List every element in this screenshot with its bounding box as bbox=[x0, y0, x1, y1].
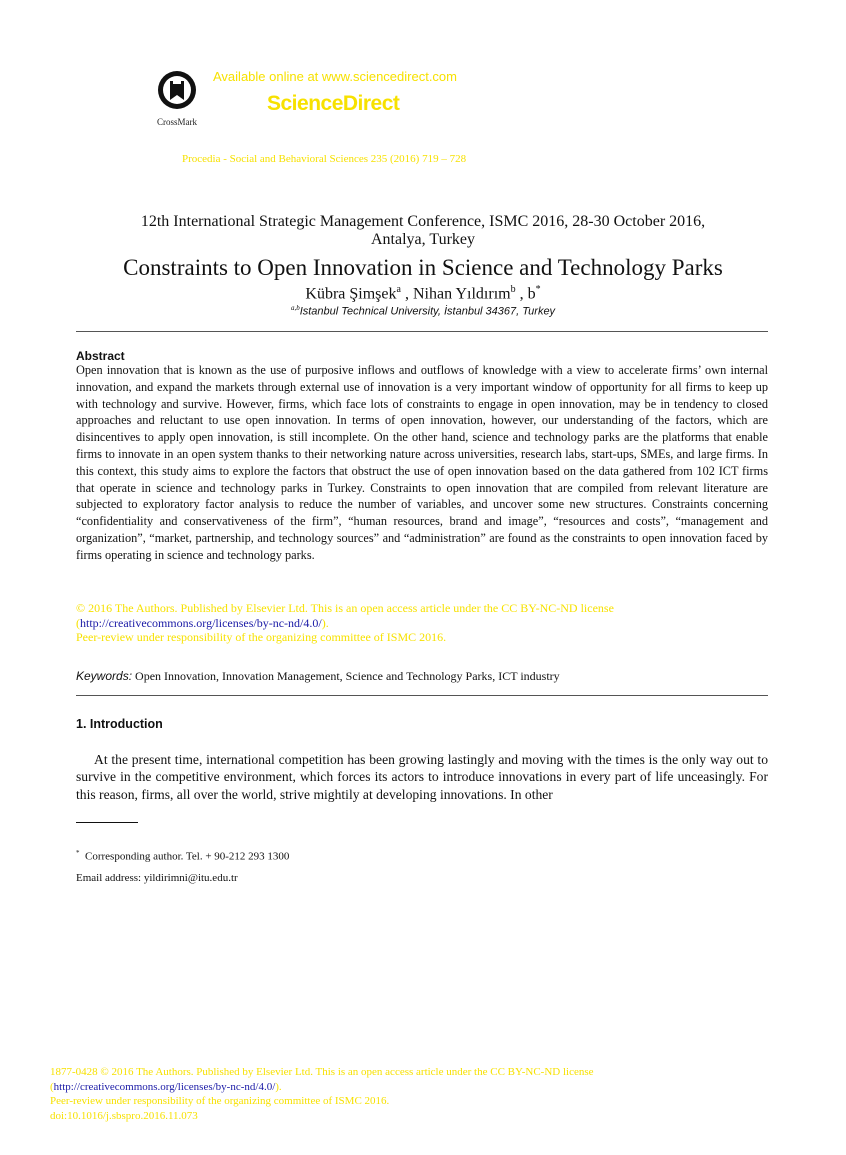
footer-line-1: 1877-0428 © 2016 The Authors. Published by Elsevier Ltd. This is an open access article under the CC BY-NC-ND license bbox=[50, 1066, 594, 1078]
affiliation-text: Istanbul Technical University, İstanbul 34367, Turkey bbox=[299, 305, 556, 318]
author-name: Kübra Şimşek bbox=[305, 285, 397, 303]
divider bbox=[76, 331, 768, 332]
footnote-corresponding-text: Corresponding author. Tel. + 90-212 293 1300 bbox=[85, 850, 290, 863]
author-affiliation-mark: a bbox=[396, 284, 401, 295]
abstract-heading: Abstract bbox=[76, 349, 125, 363]
journal-citation: Procedia - Social and Behavioral Sciences 235 (2016) 719 – 728 bbox=[182, 153, 467, 165]
affiliation-mark: a,b bbox=[290, 304, 300, 312]
author-name: Nihan Yıldırım bbox=[412, 285, 511, 303]
footer-line-3: Peer-review under responsibility of the organizing committee of ISMC 2016. bbox=[50, 1095, 390, 1107]
paren: ( bbox=[76, 615, 80, 630]
footer-license-link[interactable]: http://creativecommons.org/licenses/by-nc-nd/4.0/ bbox=[53, 1080, 276, 1093]
crossmark-badge[interactable] bbox=[148, 70, 206, 127]
footer-doi[interactable]: doi:10.1016/j.sbspro.2016.11.073 bbox=[50, 1109, 198, 1122]
author-list bbox=[100, 284, 746, 303]
license-line-1: © 2016 The Authors. Published by Elsevier Ltd. This is an open access article under the CC BY-NC-ND license bbox=[76, 601, 614, 615]
available-online-link[interactable]: Available online at www.sciencedirect.com bbox=[213, 69, 457, 84]
footer-license bbox=[50, 1065, 770, 1123]
author-trailing-mark: b bbox=[527, 285, 536, 303]
introduction-heading: 1. Introduction bbox=[76, 717, 163, 731]
conference-info bbox=[60, 213, 786, 249]
author-affiliation-mark: b bbox=[510, 284, 516, 295]
sciencedirect-logo[interactable]: ScienceDirect bbox=[267, 92, 400, 115]
crossmark-label: CrossMark bbox=[157, 117, 197, 127]
paren: ). bbox=[275, 1080, 282, 1093]
keywords-text: Open Innovation, Innovation Management, Science and Technology Parks, ICT industry bbox=[135, 669, 560, 683]
introduction-text: At the present time, international competition has been growing lastingly and moving with the times is the only way out to survive in the competitive environment, which forces its actors to introduce innovations in every part of life unceasingly. For this reason, firms, all over the world, strive mightily at developing innovations. In other bbox=[76, 752, 768, 802]
footnote-corresponding bbox=[76, 849, 289, 863]
paren: ( bbox=[50, 1080, 54, 1093]
license-line-2 bbox=[76, 616, 768, 631]
divider bbox=[76, 695, 768, 696]
paren: ). bbox=[321, 615, 329, 630]
corresponding-mark: * bbox=[535, 284, 541, 295]
footnote-rule bbox=[76, 822, 138, 823]
keywords bbox=[76, 669, 560, 684]
footnote-mark: * bbox=[76, 849, 80, 857]
footer-line-2 bbox=[50, 1080, 770, 1095]
footnote-email: Email address: yildirimni@itu.edu.tr bbox=[76, 872, 238, 884]
license-notice bbox=[76, 601, 768, 645]
conference-line-2: Antalya, Turkey bbox=[371, 231, 475, 248]
conference-line-1: 12th International Strategic Management Conference, ISMC 2016, 28-30 October 2016, bbox=[140, 213, 706, 230]
author-separator: , bbox=[515, 285, 528, 303]
license-link[interactable]: http://creativecommons.org/licenses/by-nc-nd/4.0/ bbox=[80, 615, 322, 630]
affiliation bbox=[100, 304, 746, 318]
license-line-3: Peer-review under responsibility of the organizing committee of ISMC 2016. bbox=[76, 630, 447, 644]
paper-title: Constraints to Open Innovation in Science and Technology Parks bbox=[123, 255, 723, 280]
keywords-label: Keywords: bbox=[76, 669, 133, 683]
abstract-text: Open innovation that is known as the use of purposive inflows and outflows of knowledge with a view to accelerate firms’ own internal innovation, and expand the markets through external use of innovation is a very important window of opportunity for all firms to keep up with technology and survive. However, firms, which face lots of constraints to engage in open innovation, may be in tendency to closed approaches and reluctant to use open innovation. In terms of open innovation, however, our understanding of the factors, which are disincentives to apply open innovation, is still incomplete. On the other hand, science and technology parks are the platforms that enable firms to innovate in an open system thanks to their networking nature across universities, research labs, start-ups, SMEs, and large firms. In this context, this study aims to explore the factors that obstruct the use of open innovation based on the data gathered from 102 ICT firms that operate in science and technology parks in Turkey. Constraints to open innovation that are compiled from relevant literature are subjected to exploratory factor analysis to reduce the number of variables, and uncover some new structures. Constraints concerning “confidentiality and conservativeness of the firm”, “human resources, brand and image”, “resources and costs”, “management and organization”, “market, partnership, and technology sources” and “administration” are found as the constraints to open innovation faced by firms operating in science and technology parks. bbox=[76, 363, 768, 562]
author-separator: , bbox=[400, 285, 413, 303]
crossmark-icon bbox=[157, 70, 197, 110]
